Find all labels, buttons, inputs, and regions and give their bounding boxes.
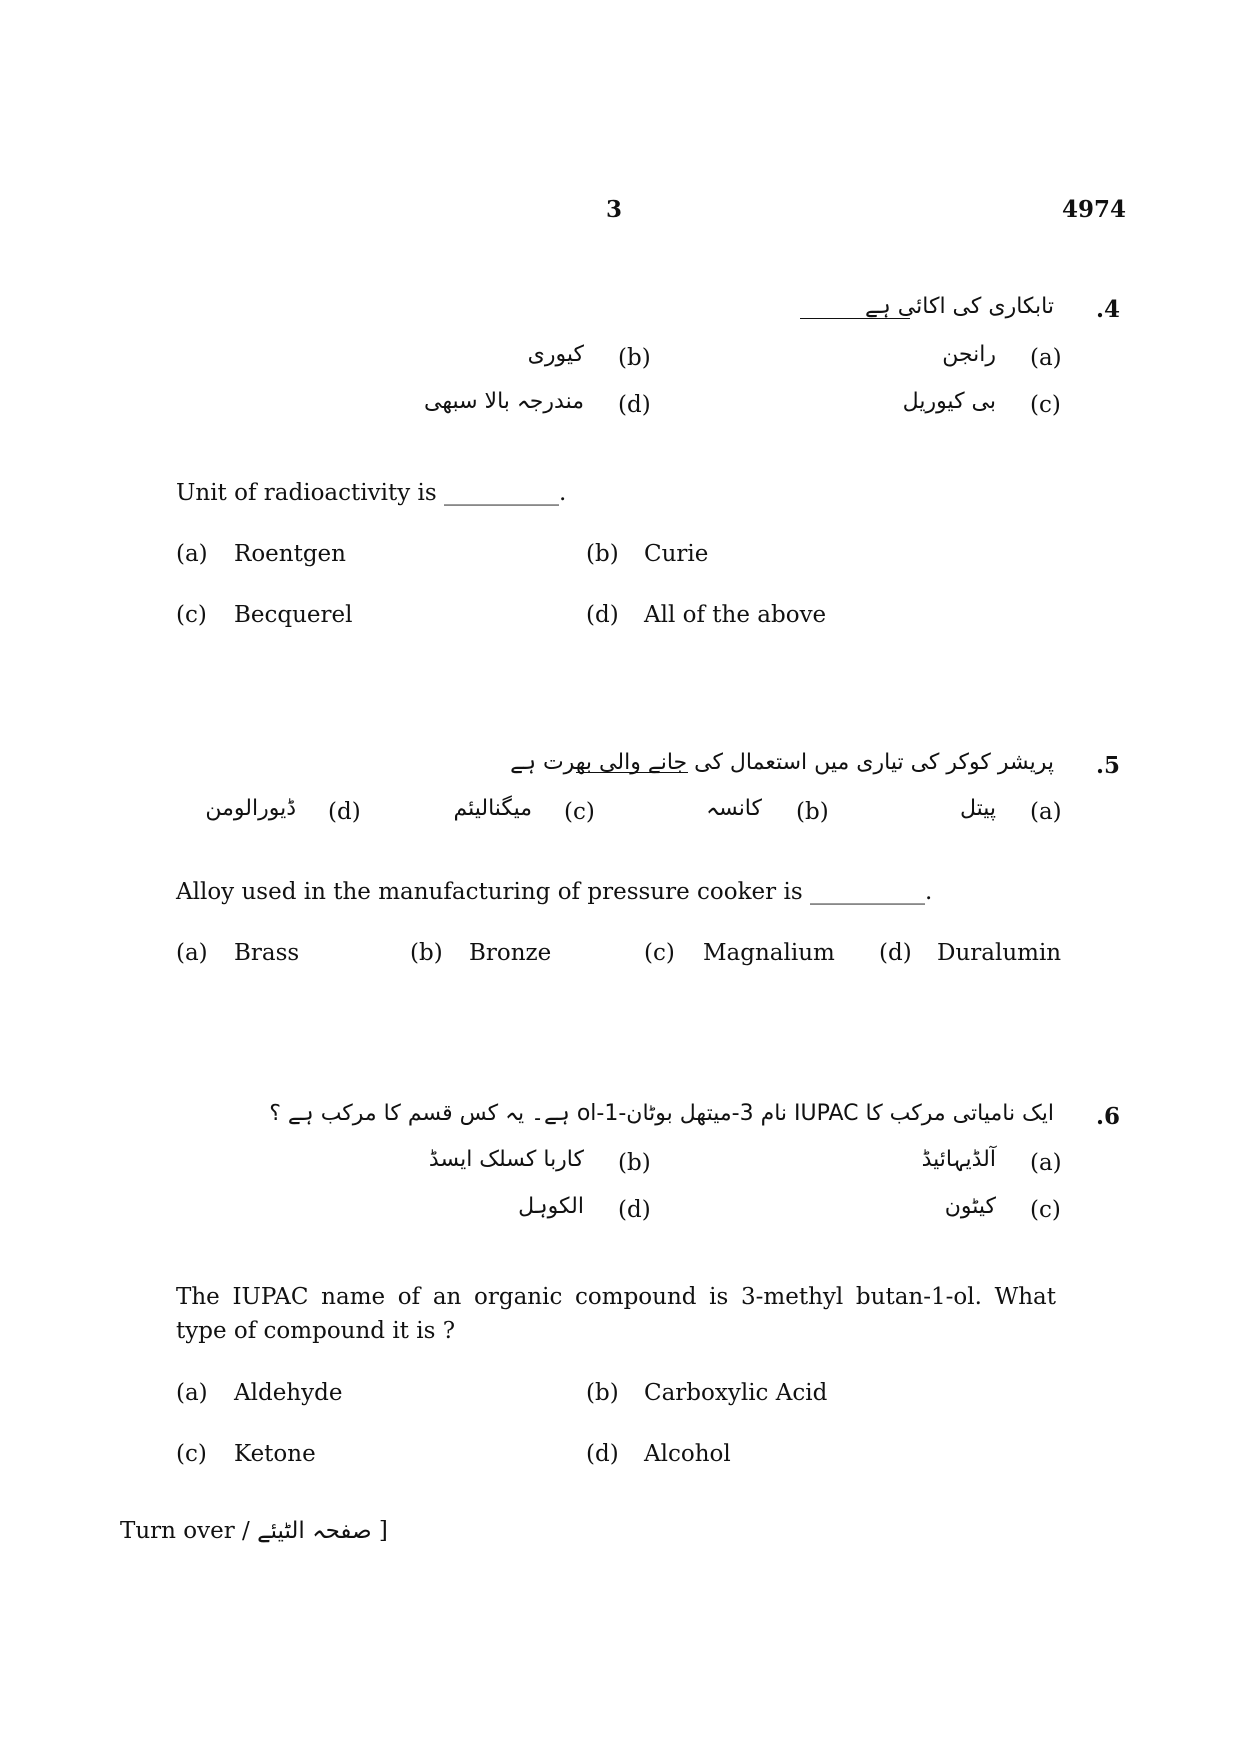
option-marker-d: (d) [586, 602, 619, 628]
english-option-c: Ketone [234, 1441, 316, 1467]
option-marker-a: (a) [1030, 799, 1062, 825]
option-marker-d: (d) [618, 392, 651, 418]
option-marker-c: (c) [1030, 1197, 1061, 1223]
option-marker-b: (b) [796, 799, 829, 825]
option-marker-d: (d) [586, 1441, 619, 1467]
option-marker-b: (b) [410, 940, 443, 966]
option-marker-a: (a) [176, 541, 208, 567]
urdu-option-a: رانجن [942, 342, 996, 367]
english-option-c: Becquerel [234, 602, 353, 628]
english-option-d: Duralumin [937, 940, 1062, 966]
urdu-option-a: آلڈیہائیڈ [921, 1147, 996, 1172]
urdu-option-d: ڈیورالومن [205, 796, 296, 821]
answer-blank [800, 318, 910, 319]
urdu-option-d: الکوہل [518, 1194, 584, 1219]
question-number: .5 [1096, 752, 1121, 779]
option-marker-a: (a) [176, 940, 208, 966]
option-marker-c: (c) [176, 602, 207, 628]
urdu-option-b: کاربا کسلک ایسڈ [428, 1147, 584, 1172]
english-question-stem: Alloy used in the manufacturing of pressure cooker is __________. [176, 879, 933, 905]
option-marker-b: (b) [586, 1380, 619, 1406]
urdu-option-c: بی کیوریل [902, 389, 996, 414]
question-number: .6 [1096, 1103, 1121, 1130]
english-option-a: Roentgen [234, 541, 346, 567]
english-option-d: All of the above [644, 602, 827, 628]
english-question-stem: Unit of radioactivity is __________. [176, 480, 567, 506]
urdu-question-stem: تابکاری کی اکائی ہے [865, 294, 1054, 319]
option-marker-d: (d) [618, 1197, 651, 1223]
option-marker-c: (c) [564, 799, 595, 825]
english-option-d: Alcohol [644, 1441, 731, 1467]
urdu-option-a: پیتل [959, 796, 996, 821]
urdu-option-b: کیوری [527, 342, 584, 367]
english-option-b: Curie [644, 541, 709, 567]
option-marker-b: (b) [618, 345, 651, 371]
urdu-option-c: میگنالیئم [453, 796, 532, 821]
option-marker-d: (d) [328, 799, 361, 825]
urdu-question-stem: ایک نامیاتی مرکب کا IUPAC نام 3-میتھل بوٹان-1-ol ہے۔ یہ کس قسم کا مرکب ہے ؟ [269, 1101, 1054, 1126]
answer-blank [576, 772, 688, 773]
option-marker-a: (a) [1030, 345, 1062, 371]
english-option-c: Magnalium [703, 940, 835, 966]
option-marker-c: (c) [1030, 392, 1061, 418]
urdu-option-b: کانسہ [706, 796, 762, 821]
question-number: .4 [1096, 296, 1121, 323]
urdu-question-stem: پریشر کوکر کی تیاری میں استعمال کی جانے والی بھرت ہے [510, 750, 1054, 775]
page-number: 3 [606, 196, 623, 223]
paper-code: 4974 [1062, 196, 1127, 223]
urdu-option-c: کیٹون [944, 1194, 996, 1219]
urdu-option-d: مندرجہ بالا سبھی [424, 389, 584, 414]
option-marker-c: (c) [176, 1441, 207, 1467]
english-option-a: Aldehyde [234, 1380, 343, 1406]
english-option-b: Bronze [469, 940, 552, 966]
english-option-a: Brass [234, 940, 300, 966]
option-marker-a: (a) [1030, 1150, 1062, 1176]
turn-over-footer: [ صفحہ الٹیئے / Turn over [120, 1518, 388, 1544]
option-marker-a: (a) [176, 1380, 208, 1406]
option-marker-c: (c) [644, 940, 675, 966]
option-marker-d: (d) [879, 940, 912, 966]
english-question-stem: The IUPAC name of an organic compound is 3-methyl butan-1-ol. What type of compound it is ? [176, 1284, 1056, 1344]
option-marker-b: (b) [586, 541, 619, 567]
option-marker-b: (b) [618, 1150, 651, 1176]
english-option-b: Carboxylic Acid [644, 1380, 828, 1406]
